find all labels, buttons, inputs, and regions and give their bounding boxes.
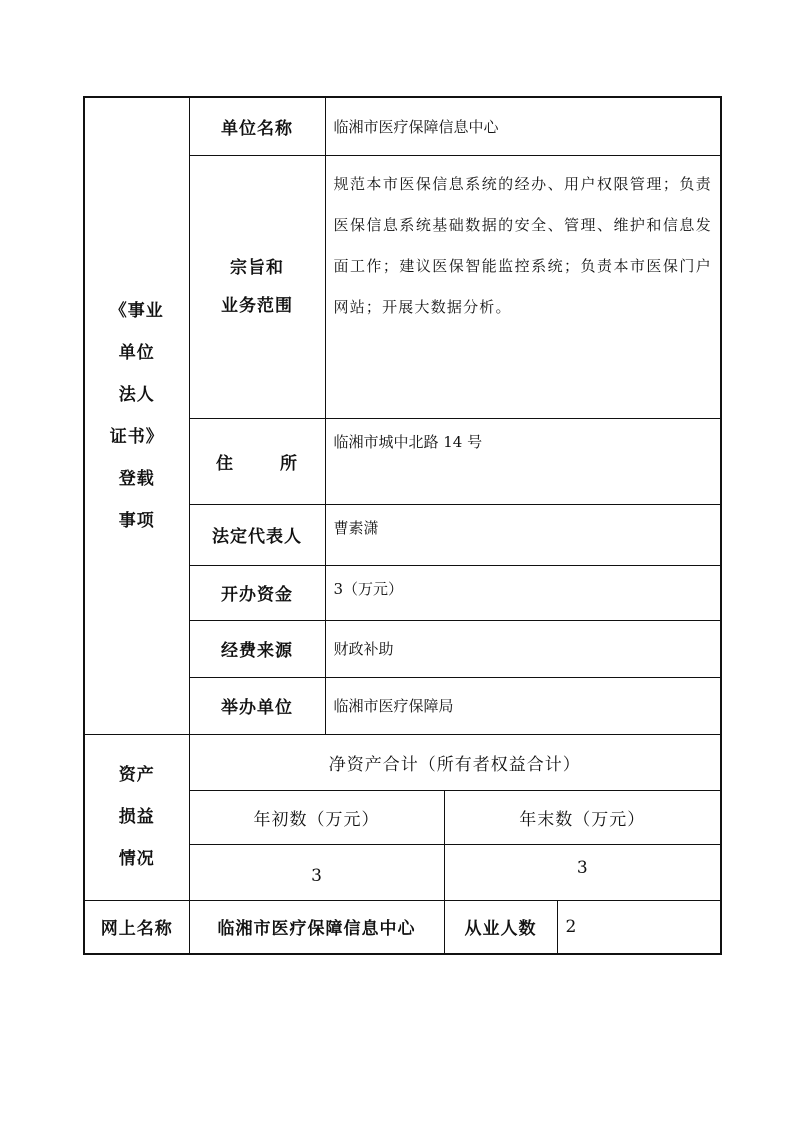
sponsor-unit-value: 临湘市医疗保障局 bbox=[325, 677, 721, 734]
online-name-value: 临湘市医疗保障信息中心 bbox=[189, 900, 444, 954]
unit-name-label: 单位名称 bbox=[189, 97, 325, 155]
employees-label: 从业人数 bbox=[444, 900, 557, 954]
residence-value: 临湘市城中北路 14 号 bbox=[325, 418, 721, 504]
start-capital-label: 开办资金 bbox=[189, 565, 325, 620]
certificate-section-label: 《事业 单位 法人 证书》 登载 事项 bbox=[84, 97, 189, 734]
registration-table bbox=[83, 96, 722, 955]
purpose-scope-label: 宗旨和 业务范围 bbox=[189, 155, 325, 418]
year-end-header: 年末数（万元） bbox=[444, 790, 721, 844]
residence-label: 住 所 bbox=[189, 418, 325, 504]
year-start-header: 年初数（万元） bbox=[189, 790, 444, 844]
assets-section-label: 资产 损益 情况 bbox=[84, 734, 189, 900]
sponsor-unit-label: 举办单位 bbox=[189, 677, 325, 734]
legal-representative-label: 法定代表人 bbox=[189, 504, 325, 565]
start-capital-value: 3（万元） bbox=[325, 565, 721, 620]
funding-source-label: 经费来源 bbox=[189, 620, 325, 677]
net-assets-header: 净资产合计（所有者权益合计） bbox=[189, 734, 721, 790]
year-end-value: 3 bbox=[444, 844, 721, 900]
year-start-value: 3 bbox=[189, 844, 444, 900]
online-name-label: 网上名称 bbox=[84, 900, 189, 954]
legal-representative-value: 曹素潇 bbox=[325, 504, 721, 565]
purpose-scope-value: 规范本市医保信息系统的经办、用户权限管理；负责医保信息系统基础数据的安全、管理、维护和信息发面工作；建议医保智能监控系统；负责本市医保门户网站；开展大数据分析。 bbox=[325, 155, 721, 418]
unit-name-value: 临湘市医疗保障信息中心 bbox=[325, 97, 721, 155]
funding-source-value: 财政补助 bbox=[325, 620, 721, 677]
employees-value: 2 bbox=[557, 900, 721, 954]
